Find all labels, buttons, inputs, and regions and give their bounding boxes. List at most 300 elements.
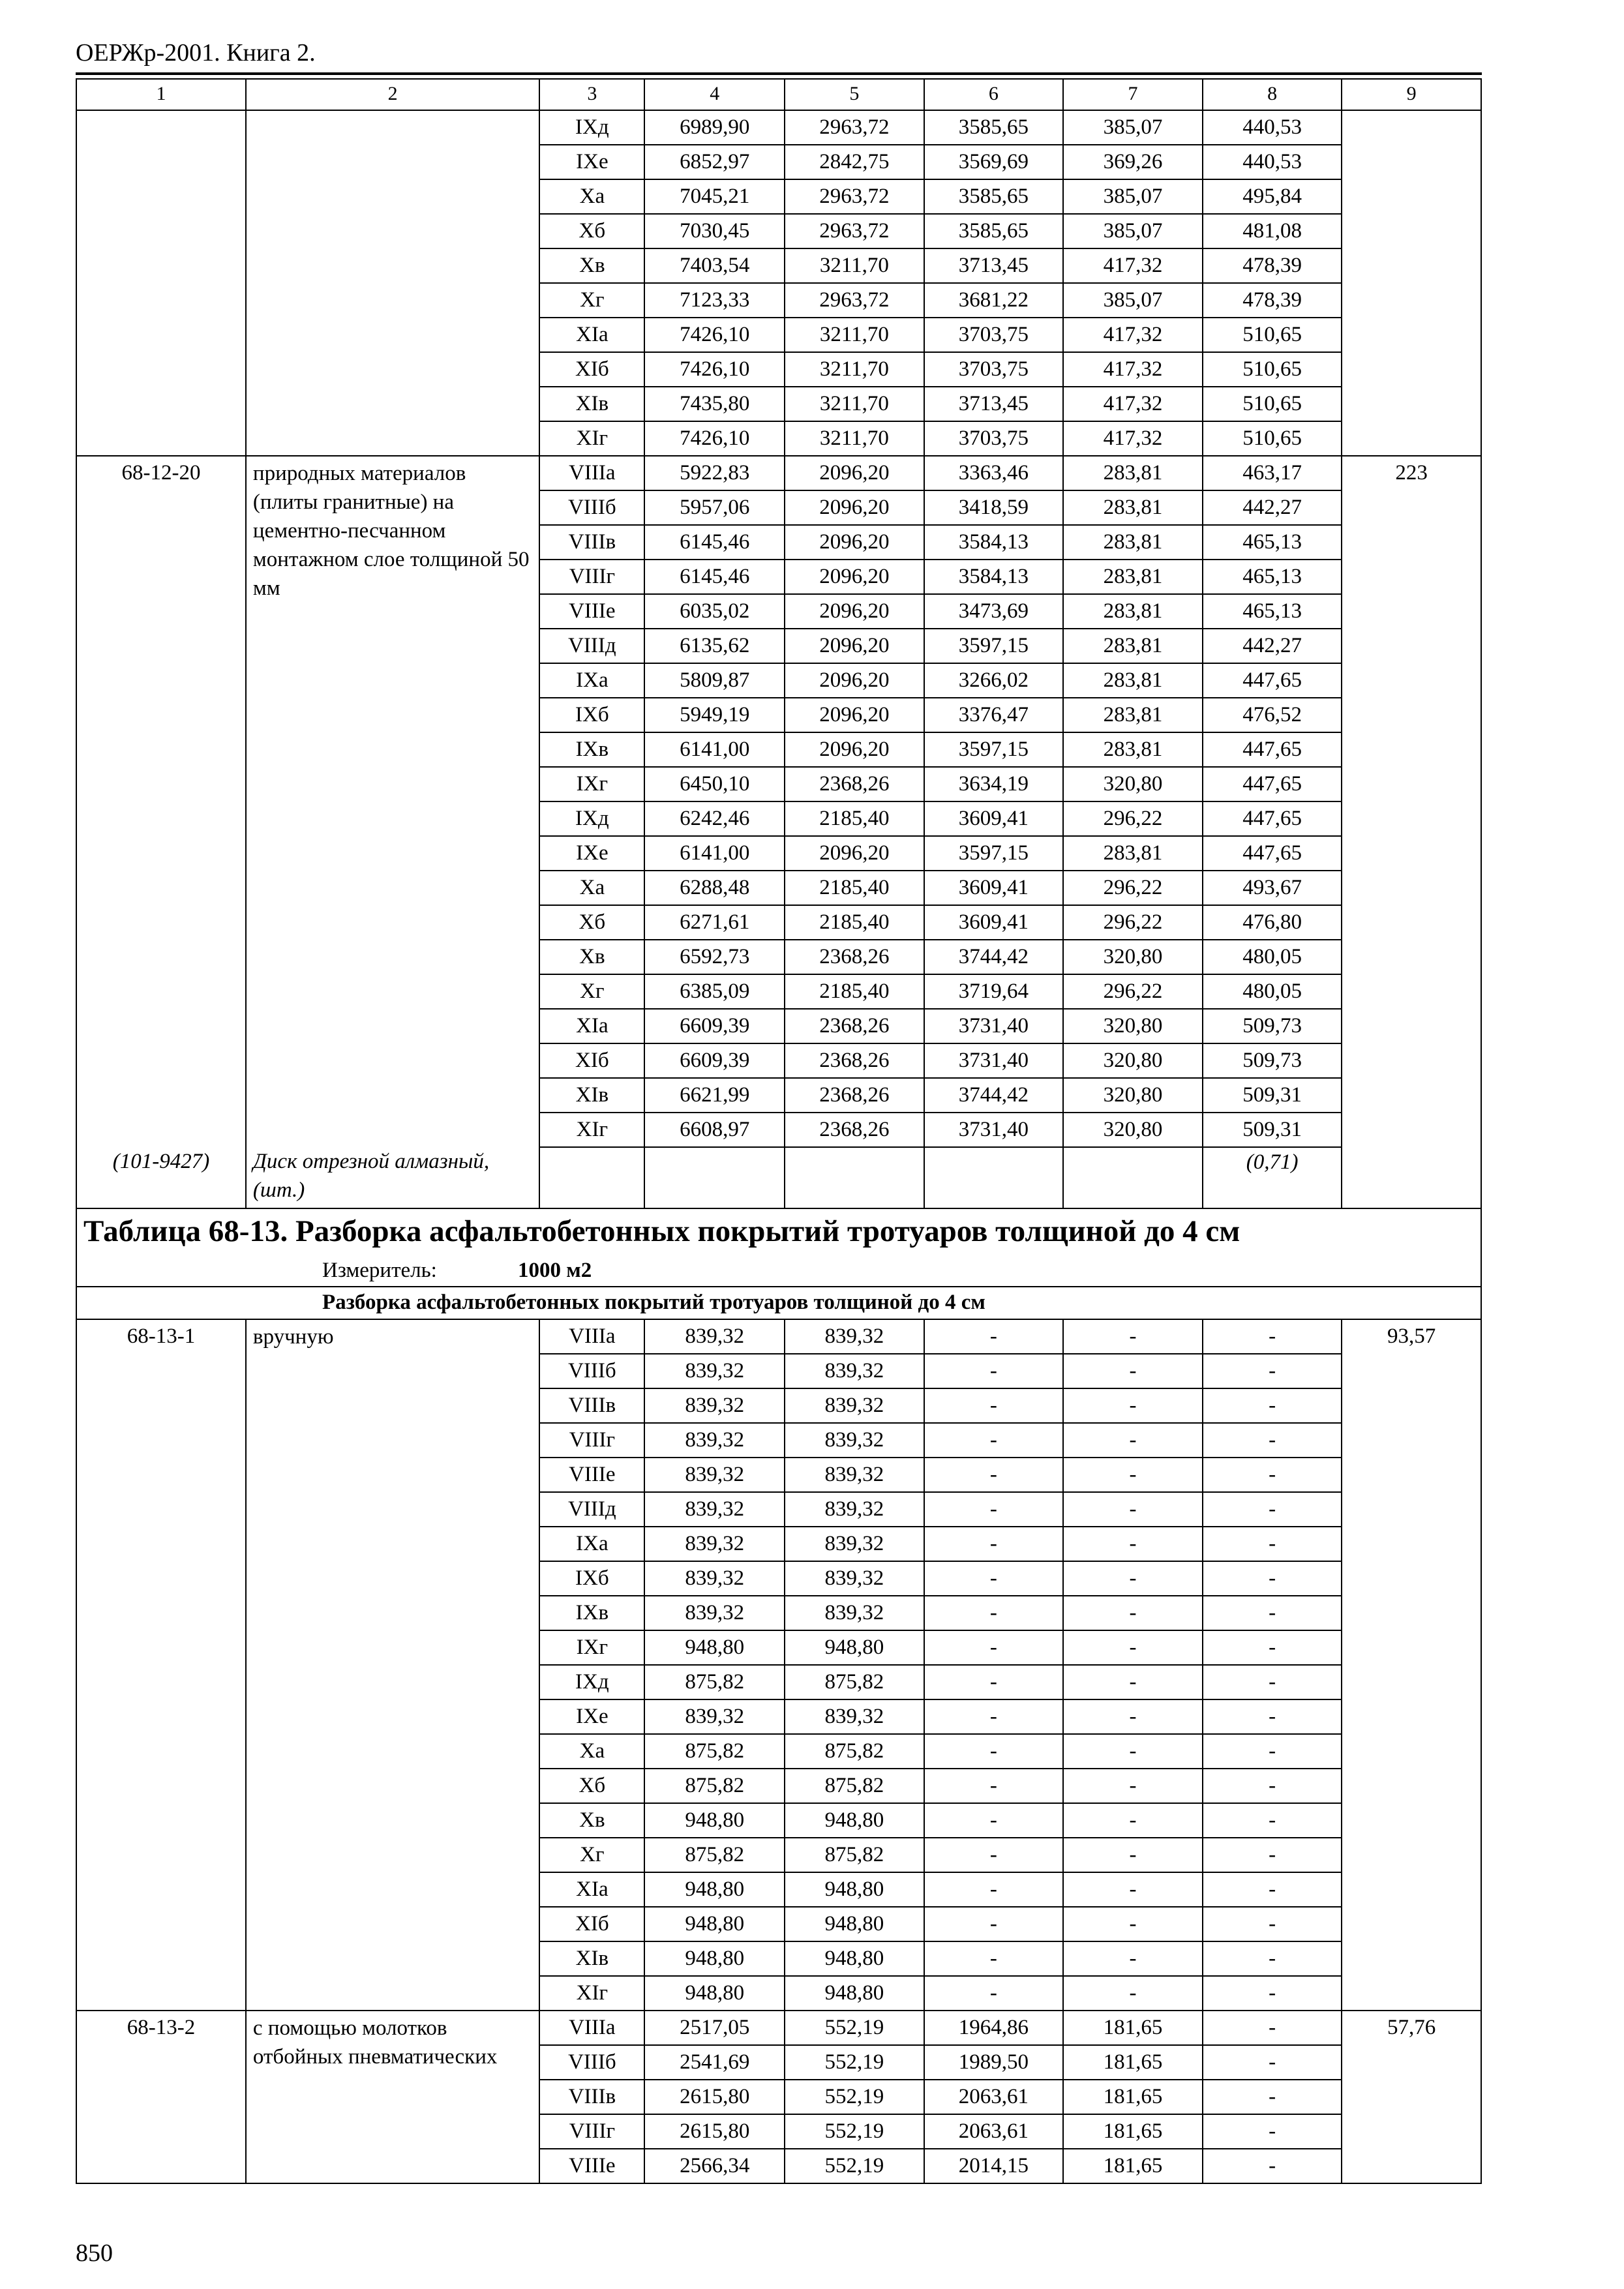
value-cell: 839,32	[644, 1527, 785, 1561]
value-cell: 552,19	[785, 2114, 924, 2149]
value-cell: 3703,75	[924, 318, 1064, 352]
value-cell: 2368,26	[785, 1009, 924, 1043]
value-cell: 2096,20	[785, 560, 924, 594]
value-cell: 296,22	[1063, 801, 1203, 836]
value-cell: 447,65	[1203, 767, 1342, 801]
value-cell: 7030,45	[644, 214, 785, 248]
value-cell: 948,80	[644, 1976, 785, 2011]
value-cell: 6989,90	[644, 110, 785, 145]
value-cell: -	[1063, 1596, 1203, 1630]
value-cell: 296,22	[1063, 871, 1203, 905]
value-cell: 552,19	[785, 2080, 924, 2114]
value-cell: 948,80	[644, 1872, 785, 1907]
value-cell: 875,82	[644, 1665, 785, 1699]
zone-code: XIб	[539, 1907, 644, 1941]
value-cell: 3585,65	[924, 214, 1064, 248]
value-cell: -	[924, 1941, 1064, 1976]
value-cell: 283,81	[1063, 525, 1203, 560]
zone-code: IXв	[539, 732, 644, 767]
value-cell: 283,81	[1063, 594, 1203, 629]
value-cell: 2963,72	[785, 283, 924, 318]
value-cell: 839,32	[785, 1699, 924, 1734]
value-cell: -	[1063, 1458, 1203, 1492]
value-cell: 481,08	[1203, 214, 1342, 248]
zone-code: VIIIа	[539, 1319, 644, 1354]
value-cell: 6141,00	[644, 836, 785, 871]
value-cell: -	[1203, 1872, 1342, 1907]
value-cell: 839,32	[644, 1492, 785, 1527]
value-cell: -	[1203, 1838, 1342, 1872]
value-cell: -	[1063, 1941, 1203, 1976]
value-cell: -	[1203, 2080, 1342, 2114]
value-cell: 875,82	[644, 1838, 785, 1872]
column-number: 3	[539, 79, 644, 110]
value-cell: 385,07	[1063, 283, 1203, 318]
value-cell: -	[1063, 1319, 1203, 1354]
value-cell: 6145,46	[644, 525, 785, 560]
value-cell: -	[924, 1458, 1064, 1492]
value-cell: 2096,20	[785, 594, 924, 629]
value-cell: 320,80	[1063, 940, 1203, 974]
value-cell: 3609,41	[924, 871, 1064, 905]
value-cell: -	[1203, 1630, 1342, 1665]
table-title-row	[76, 1208, 1481, 1255]
zone-code: Xа	[539, 871, 644, 905]
zone-code: IXе	[539, 1699, 644, 1734]
value-cell: 3703,75	[924, 421, 1064, 456]
zone-code: Xб	[539, 905, 644, 940]
empty-cell	[539, 1147, 644, 1208]
value-cell: 552,19	[785, 2011, 924, 2045]
value-cell: 2096,20	[785, 456, 924, 490]
value-cell: -	[1203, 1458, 1342, 1492]
value-cell: 181,65	[1063, 2011, 1203, 2045]
value-cell: -	[1203, 2114, 1342, 2149]
zone-code: VIIIв	[539, 525, 644, 560]
value-cell: 5809,87	[644, 663, 785, 698]
empty-cell	[785, 1147, 924, 1208]
value-cell: 296,22	[1063, 974, 1203, 1009]
zone-code: Xб	[539, 1769, 644, 1803]
value-cell: 447,65	[1203, 663, 1342, 698]
value-cell: -	[924, 1492, 1064, 1527]
value-cell: 3713,45	[924, 387, 1064, 421]
value-cell: 875,82	[644, 1734, 785, 1769]
value-cell: 2096,20	[785, 663, 924, 698]
column-number: 4	[644, 79, 785, 110]
value-cell: 839,32	[644, 1354, 785, 1388]
subtitle-row	[76, 1287, 1481, 1319]
value-cell: 509,31	[1203, 1078, 1342, 1113]
zone-code: IXе	[539, 145, 644, 179]
value-cell: 6242,46	[644, 801, 785, 836]
value-cell: -	[1063, 1665, 1203, 1699]
zone-code: XIа	[539, 1872, 644, 1907]
value-cell: 7403,54	[644, 248, 785, 283]
zone-code: VIIIе	[539, 1458, 644, 1492]
value-cell: 2963,72	[785, 110, 924, 145]
value-cell: -	[924, 1838, 1064, 1872]
item-name: вручную	[246, 1319, 539, 2011]
value-cell: 181,65	[1063, 2045, 1203, 2080]
value-cell: 948,80	[785, 1907, 924, 1941]
table-row	[76, 456, 1481, 490]
subtitle-cell	[76, 1287, 1481, 1319]
value-cell: 2185,40	[785, 905, 924, 940]
value-cell: 3211,70	[785, 387, 924, 421]
value-cell: 839,32	[785, 1458, 924, 1492]
zone-code: VIIIб	[539, 2045, 644, 2080]
empty-cell	[924, 1147, 1064, 1208]
value-cell: 181,65	[1063, 2114, 1203, 2149]
value-cell: 3609,41	[924, 905, 1064, 940]
value-cell: 7123,33	[644, 283, 785, 318]
column-9-value: 57,76	[1342, 2011, 1481, 2183]
value-cell: 417,32	[1063, 352, 1203, 387]
value-cell: 3363,46	[924, 456, 1064, 490]
column-9-value: 93,57	[1342, 1319, 1481, 2011]
value-cell: 2014,15	[924, 2149, 1064, 2183]
value-cell: -	[1203, 1354, 1342, 1388]
zone-code: XIа	[539, 1009, 644, 1043]
value-cell: -	[1203, 1665, 1342, 1699]
value-cell: 948,80	[785, 1976, 924, 2011]
zone-code: IXа	[539, 663, 644, 698]
value-cell: 2368,26	[785, 940, 924, 974]
value-cell: 839,32	[644, 1596, 785, 1630]
value-cell: 2615,80	[644, 2114, 785, 2149]
value-cell: -	[1063, 1561, 1203, 1596]
value-cell: 476,80	[1203, 905, 1342, 940]
zone-code: Xа	[539, 179, 644, 214]
value-cell: -	[924, 1734, 1064, 1769]
value-cell: -	[1203, 1319, 1342, 1354]
value-cell: -	[1203, 2149, 1342, 2183]
column-number: 7	[1063, 79, 1203, 110]
value-cell: 3703,75	[924, 352, 1064, 387]
zone-code: XIв	[539, 1941, 644, 1976]
value-cell: 2185,40	[785, 974, 924, 1009]
value-cell: 6141,00	[644, 732, 785, 767]
value-cell: 2096,20	[785, 698, 924, 732]
zone-code: Xв	[539, 1803, 644, 1838]
value-cell: 465,13	[1203, 525, 1342, 560]
value-cell: 3418,59	[924, 490, 1064, 525]
value-cell: 510,65	[1203, 387, 1342, 421]
value-cell: 385,07	[1063, 179, 1203, 214]
value-cell: -	[924, 1630, 1064, 1665]
value-cell: 417,32	[1063, 248, 1203, 283]
value-cell: 839,32	[644, 1699, 785, 1734]
value-cell: 3569,69	[924, 145, 1064, 179]
item-code: 68-12-20	[76, 456, 246, 1147]
value-cell: 948,80	[785, 1630, 924, 1665]
value-cell: 320,80	[1063, 1009, 1203, 1043]
zone-code: VIIIг	[539, 1423, 644, 1458]
unit-value: 1000 м2	[518, 1259, 592, 1282]
zone-code: XIг	[539, 421, 644, 456]
value-cell: 839,32	[785, 1354, 924, 1388]
value-cell: 839,32	[785, 1319, 924, 1354]
value-cell: 5949,19	[644, 698, 785, 732]
value-cell: -	[1203, 1976, 1342, 2011]
value-cell: 2096,20	[785, 629, 924, 663]
value-cell: -	[1203, 1596, 1342, 1630]
zone-code: XIб	[539, 1043, 644, 1078]
value-cell: 465,13	[1203, 560, 1342, 594]
value-cell: 2615,80	[644, 2080, 785, 2114]
value-cell: 1964,86	[924, 2011, 1064, 2045]
value-cell: 875,82	[644, 1769, 785, 1803]
value-cell: 2185,40	[785, 801, 924, 836]
value-cell: 948,80	[644, 1941, 785, 1976]
value-cell: 948,80	[644, 1803, 785, 1838]
value-cell: 478,39	[1203, 248, 1342, 283]
zone-code: VIIIе	[539, 594, 644, 629]
table-row	[76, 2011, 1481, 2045]
zone-code: IXе	[539, 836, 644, 871]
value-cell: -	[1203, 1734, 1342, 1769]
value-cell: 417,32	[1063, 387, 1203, 421]
value-cell: 3744,42	[924, 1078, 1064, 1113]
value-cell: 3609,41	[924, 801, 1064, 836]
value-cell: 440,53	[1203, 145, 1342, 179]
value-cell: -	[1063, 1734, 1203, 1769]
column-number: 6	[924, 79, 1064, 110]
value-cell: 181,65	[1063, 2080, 1203, 2114]
value-cell: 6592,73	[644, 940, 785, 974]
value-cell: 6852,97	[644, 145, 785, 179]
value-cell: 2963,72	[785, 214, 924, 248]
value-cell: 1989,50	[924, 2045, 1064, 2080]
value-cell: 440,53	[1203, 110, 1342, 145]
value-cell: 283,81	[1063, 663, 1203, 698]
value-cell: 283,81	[1063, 456, 1203, 490]
value-cell: 510,65	[1203, 318, 1342, 352]
value-cell: 839,32	[644, 1458, 785, 1492]
value-cell: 510,65	[1203, 421, 1342, 456]
value-cell: 320,80	[1063, 767, 1203, 801]
value-cell: 875,82	[785, 1769, 924, 1803]
value-cell: 552,19	[785, 2045, 924, 2080]
material-name: Диск отрезной алмазный, (шт.)	[246, 1147, 539, 1208]
zone-code: XIв	[539, 1078, 644, 1113]
value-cell: -	[924, 1665, 1064, 1699]
value-cell: 369,26	[1063, 145, 1203, 179]
value-cell: 296,22	[1063, 905, 1203, 940]
value-cell: -	[1063, 1492, 1203, 1527]
zone-code: IXг	[539, 767, 644, 801]
value-cell: 6135,62	[644, 629, 785, 663]
table-title: Таблица 68-13. Разборка асфальтобетонных покрытий тротуаров толщиной до 4 см	[76, 1208, 1481, 1255]
value-cell: -	[924, 1872, 1064, 1907]
value-cell: 3597,15	[924, 629, 1064, 663]
zone-code: VIIIг	[539, 2114, 644, 2149]
zone-code: IXб	[539, 698, 644, 732]
value-cell: 283,81	[1063, 629, 1203, 663]
column-number: 1	[76, 79, 246, 110]
value-cell: 3681,22	[924, 283, 1064, 318]
value-cell: 6450,10	[644, 767, 785, 801]
value-cell: -	[924, 1976, 1064, 2011]
value-cell: 2185,40	[785, 871, 924, 905]
table-row	[76, 110, 1481, 145]
value-cell: 480,05	[1203, 940, 1342, 974]
value-cell: 3584,13	[924, 560, 1064, 594]
value-cell: -	[1063, 1838, 1203, 1872]
value-cell: -	[924, 1527, 1064, 1561]
zone-code: XIг	[539, 1976, 644, 2011]
value-cell: -	[1063, 1907, 1203, 1941]
zone-code: Xв	[539, 940, 644, 974]
value-cell: 283,81	[1063, 698, 1203, 732]
value-cell: 6145,46	[644, 560, 785, 594]
value-cell: -	[1203, 1769, 1342, 1803]
value-cell: -	[1203, 1423, 1342, 1458]
value-cell: -	[1063, 1803, 1203, 1838]
value-cell: 6609,39	[644, 1043, 785, 1078]
value-cell: 839,32	[644, 1388, 785, 1423]
value-cell: -	[1203, 1492, 1342, 1527]
value-cell: 2096,20	[785, 732, 924, 767]
value-cell: -	[924, 1596, 1064, 1630]
zone-code: Xа	[539, 1734, 644, 1769]
empty-cell	[1063, 1147, 1203, 1208]
value-cell: 283,81	[1063, 560, 1203, 594]
value-cell: 2963,72	[785, 179, 924, 214]
zone-code: VIIIд	[539, 629, 644, 663]
value-cell: 385,07	[1063, 110, 1203, 145]
value-cell: -	[1063, 1388, 1203, 1423]
page-number: 850	[76, 2239, 113, 2267]
value-cell: -	[1203, 1803, 1342, 1838]
value-cell: -	[1203, 1527, 1342, 1561]
value-cell: 465,13	[1203, 594, 1342, 629]
value-cell: 385,07	[1063, 214, 1203, 248]
value-cell: 5922,83	[644, 456, 785, 490]
value-cell: -	[924, 1561, 1064, 1596]
zone-code: Xв	[539, 248, 644, 283]
item-code: 68-13-1	[76, 1319, 246, 2011]
value-cell: 417,32	[1063, 318, 1203, 352]
subtitle-text: Разборка асфальтобетонных покрытий тротуаров толщиной до 4 см	[322, 1291, 985, 1314]
zone-code: Xг	[539, 1838, 644, 1872]
column-number: 5	[785, 79, 924, 110]
value-cell: 839,32	[785, 1596, 924, 1630]
value-cell: 447,65	[1203, 836, 1342, 871]
zone-code: VIIIд	[539, 1492, 644, 1527]
page-header-title: ОЕРЖр-2001. Книга 2.	[76, 39, 316, 67]
zone-code: VIIIа	[539, 456, 644, 490]
value-cell: 2096,20	[785, 490, 924, 525]
value-cell: 2517,05	[644, 2011, 785, 2045]
item-name: природных материалов (плиты гранитные) на цементно-песчанном монтажном слое толщиной 50 мм	[246, 456, 539, 1147]
item-name	[246, 110, 539, 456]
column-number: 8	[1203, 79, 1342, 110]
value-cell: 839,32	[785, 1492, 924, 1527]
zone-code: Xг	[539, 283, 644, 318]
value-cell: 6385,09	[644, 974, 785, 1009]
zone-code: IXб	[539, 1561, 644, 1596]
value-cell: 478,39	[1203, 283, 1342, 318]
value-cell: 839,32	[785, 1423, 924, 1458]
value-cell: 3585,65	[924, 110, 1064, 145]
zone-code: Xб	[539, 214, 644, 248]
value-cell: -	[1203, 1561, 1342, 1596]
zone-code: VIIIв	[539, 2080, 644, 2114]
value-cell: 283,81	[1063, 490, 1203, 525]
value-cell: 2096,20	[785, 525, 924, 560]
value-cell: -	[1063, 1769, 1203, 1803]
zone-code: IXг	[539, 1630, 644, 1665]
value-cell: 320,80	[1063, 1043, 1203, 1078]
item-code	[76, 110, 246, 456]
value-cell: 509,31	[1203, 1113, 1342, 1147]
value-cell: -	[924, 1423, 1064, 1458]
value-cell: 3634,19	[924, 767, 1064, 801]
value-cell: 417,32	[1063, 421, 1203, 456]
value-cell: -	[1203, 1941, 1342, 1976]
value-cell: 3731,40	[924, 1043, 1064, 1078]
value-cell: 875,82	[785, 1838, 924, 1872]
value-cell: 839,32	[785, 1527, 924, 1561]
value-cell: 2063,61	[924, 2114, 1064, 2149]
unit-cell	[76, 1255, 1481, 1287]
value-cell: 839,32	[644, 1319, 785, 1354]
empty-cell	[644, 1147, 785, 1208]
material-code: (101-9427)	[76, 1147, 246, 1208]
zone-code: IXд	[539, 1665, 644, 1699]
value-cell: 476,52	[1203, 698, 1342, 732]
value-cell: 2368,26	[785, 1078, 924, 1113]
value-cell: 948,80	[785, 1803, 924, 1838]
value-cell: 3211,70	[785, 352, 924, 387]
value-cell: -	[1203, 1388, 1342, 1423]
value-cell: 181,65	[1063, 2149, 1203, 2183]
zone-code: VIIIв	[539, 1388, 644, 1423]
zone-code: IXд	[539, 110, 644, 145]
zone-code: VIIIб	[539, 1354, 644, 1388]
value-cell: 7426,10	[644, 421, 785, 456]
value-cell: 948,80	[644, 1630, 785, 1665]
value-cell: -	[1063, 1527, 1203, 1561]
value-cell: 6271,61	[644, 905, 785, 940]
value-cell: 442,27	[1203, 629, 1342, 663]
value-cell: 283,81	[1063, 836, 1203, 871]
zone-code: IXв	[539, 1596, 644, 1630]
value-cell: 3744,42	[924, 940, 1064, 974]
value-cell: -	[924, 1803, 1064, 1838]
item-name: с помощью молотков отбойных пневматических	[246, 2011, 539, 2183]
value-cell: 493,67	[1203, 871, 1342, 905]
value-cell: 3713,45	[924, 248, 1064, 283]
value-cell: 839,32	[644, 1423, 785, 1458]
value-cell: 6609,39	[644, 1009, 785, 1043]
value-cell: 3584,13	[924, 525, 1064, 560]
value-cell: -	[1063, 1354, 1203, 1388]
value-cell: -	[1203, 1699, 1342, 1734]
value-cell: 839,32	[785, 1561, 924, 1596]
value-cell: 3731,40	[924, 1113, 1064, 1147]
value-cell: 495,84	[1203, 179, 1342, 214]
column-9-value: 223	[1342, 456, 1481, 1147]
value-cell: 2368,26	[785, 767, 924, 801]
value-cell: 2063,61	[924, 2080, 1064, 2114]
value-cell: 3211,70	[785, 248, 924, 283]
value-cell: -	[1063, 1872, 1203, 1907]
zone-code: VIIIе	[539, 2149, 644, 2183]
value-cell: -	[924, 1769, 1064, 1803]
